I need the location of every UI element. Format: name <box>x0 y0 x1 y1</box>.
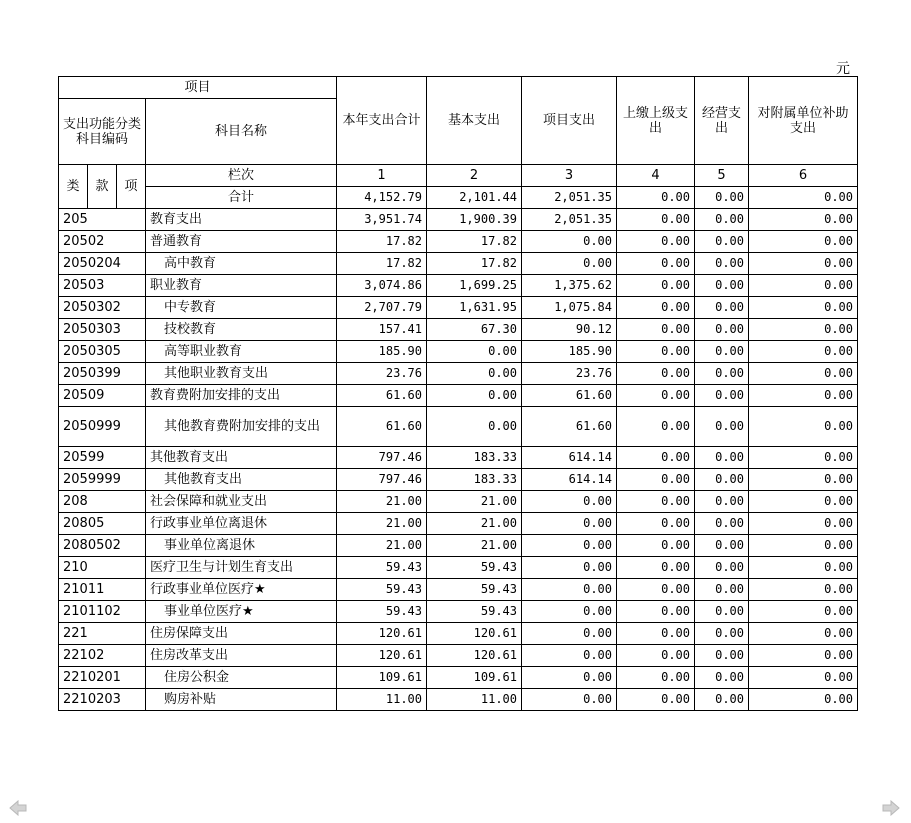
subject-name: 中专教育 <box>146 297 337 319</box>
subject-code: 2050303 <box>59 319 146 341</box>
arrow-right-icon <box>881 800 901 816</box>
subject-name: 其他职业教育支出 <box>146 363 337 385</box>
amount-cell: 0.00 <box>617 491 695 513</box>
amount-cell: 0.00 <box>695 579 749 601</box>
amount-cell: 0.00 <box>749 491 858 513</box>
col-num: 3 <box>522 165 617 187</box>
table-row <box>59 667 858 689</box>
header-basic: 基本支出 <box>427 77 522 165</box>
amount-cell: 0.00 <box>695 667 749 689</box>
subject-name: 职业教育 <box>146 275 337 297</box>
subject-name: 事业单位医疗★ <box>146 601 337 623</box>
amount-cell: 21.00 <box>427 491 522 513</box>
subject-name: 技校教育 <box>146 319 337 341</box>
subject-code: 2210201 <box>59 667 146 689</box>
amount-cell: 0.00 <box>695 253 749 275</box>
subject-name: 行政事业单位医疗★ <box>146 579 337 601</box>
amount-cell: 1,375.62 <box>522 275 617 297</box>
subject-code: 2050399 <box>59 363 146 385</box>
amount-cell: 797.46 <box>337 447 427 469</box>
subject-code: 221 <box>59 623 146 645</box>
amount-cell: 0.00 <box>749 341 858 363</box>
amount-cell: 0.00 <box>749 623 858 645</box>
amount-cell: 0.00 <box>749 231 858 253</box>
amount-cell: 17.82 <box>337 231 427 253</box>
col-num: 2 <box>427 165 522 187</box>
amount-cell: 17.82 <box>427 253 522 275</box>
subject-name: 其他教育支出 <box>146 447 337 469</box>
subject-code: 21011 <box>59 579 146 601</box>
table-row <box>59 253 858 275</box>
amount-cell: 1,631.95 <box>427 297 522 319</box>
subject-name: 教育费附加安排的支出 <box>146 385 337 407</box>
amount-cell: 59.43 <box>337 579 427 601</box>
amount-cell: 0.00 <box>427 341 522 363</box>
amount-cell: 1,699.25 <box>427 275 522 297</box>
amount-cell: 0.00 <box>695 491 749 513</box>
arrow-left-icon <box>8 800 28 816</box>
total-value: 2,051.35 <box>522 187 617 209</box>
amount-cell: 0.00 <box>522 579 617 601</box>
amount-cell: 21.00 <box>337 491 427 513</box>
amount-cell: 17.82 <box>337 253 427 275</box>
amount-cell: 185.90 <box>337 341 427 363</box>
subject-name: 高等职业教育 <box>146 341 337 363</box>
table-row <box>59 363 858 385</box>
amount-cell: 23.76 <box>522 363 617 385</box>
subject-name: 行政事业单位离退休 <box>146 513 337 535</box>
header-lei: 类 <box>59 165 88 209</box>
table-row <box>59 579 858 601</box>
table-row <box>59 209 858 231</box>
total-value: 2,101.44 <box>427 187 522 209</box>
amount-cell: 1,075.84 <box>522 297 617 319</box>
amount-cell: 0.00 <box>522 231 617 253</box>
amount-cell: 0.00 <box>695 557 749 579</box>
amount-cell: 0.00 <box>522 557 617 579</box>
amount-cell: 59.43 <box>427 601 522 623</box>
expenditure-table <box>58 76 858 711</box>
total-value: 0.00 <box>749 187 858 209</box>
amount-cell: 0.00 <box>617 253 695 275</box>
amount-cell: 0.00 <box>749 407 858 447</box>
amount-cell: 59.43 <box>427 557 522 579</box>
amount-cell: 0.00 <box>749 319 858 341</box>
amount-cell: 61.60 <box>337 407 427 447</box>
amount-cell: 11.00 <box>337 689 427 711</box>
table-row <box>59 513 858 535</box>
amount-cell: 0.00 <box>695 623 749 645</box>
amount-cell: 0.00 <box>695 209 749 231</box>
amount-cell: 0.00 <box>749 535 858 557</box>
amount-cell: 0.00 <box>749 513 858 535</box>
amount-cell: 0.00 <box>617 231 695 253</box>
amount-cell: 0.00 <box>617 209 695 231</box>
header-func-code: 支出功能分类科目编码 <box>59 99 146 165</box>
amount-cell: 0.00 <box>749 645 858 667</box>
amount-cell: 0.00 <box>617 645 695 667</box>
amount-cell: 3,074.86 <box>337 275 427 297</box>
subject-name: 事业单位离退休 <box>146 535 337 557</box>
subject-code: 20805 <box>59 513 146 535</box>
amount-cell: 0.00 <box>749 667 858 689</box>
amount-cell: 614.14 <box>522 469 617 491</box>
total-label: 合计 <box>146 187 337 209</box>
amount-cell: 120.61 <box>337 623 427 645</box>
amount-cell: 0.00 <box>695 407 749 447</box>
amount-cell: 0.00 <box>617 513 695 535</box>
amount-cell: 2,707.79 <box>337 297 427 319</box>
header-total: 本年支出合计 <box>337 77 427 165</box>
amount-cell: 0.00 <box>749 469 858 491</box>
subject-code: 2210203 <box>59 689 146 711</box>
table-row <box>59 297 858 319</box>
subject-name: 其他教育费附加安排的支出 <box>146 407 337 447</box>
amount-cell: 0.00 <box>617 363 695 385</box>
total-value: 0.00 <box>617 187 695 209</box>
amount-cell: 0.00 <box>749 209 858 231</box>
table-row <box>59 491 858 513</box>
amount-cell: 21.00 <box>427 513 522 535</box>
amount-cell: 2,051.35 <box>522 209 617 231</box>
amount-cell: 0.00 <box>522 535 617 557</box>
prev-page-button[interactable] <box>8 800 28 816</box>
subject-code: 205 <box>59 209 146 231</box>
amount-cell: 120.61 <box>427 623 522 645</box>
amount-cell: 614.14 <box>522 447 617 469</box>
amount-cell: 797.46 <box>337 469 427 491</box>
amount-cell: 0.00 <box>617 601 695 623</box>
amount-cell: 183.33 <box>427 469 522 491</box>
amount-cell: 185.90 <box>522 341 617 363</box>
amount-cell: 0.00 <box>749 297 858 319</box>
amount-cell: 0.00 <box>695 447 749 469</box>
amount-cell: 59.43 <box>337 557 427 579</box>
table-row <box>59 341 858 363</box>
table-row <box>59 557 858 579</box>
amount-cell: 3,951.74 <box>337 209 427 231</box>
amount-cell: 0.00 <box>427 385 522 407</box>
subject-name: 住房改革支出 <box>146 645 337 667</box>
amount-cell: 90.12 <box>522 319 617 341</box>
amount-cell: 0.00 <box>749 601 858 623</box>
subject-code: 2050305 <box>59 341 146 363</box>
amount-cell: 0.00 <box>522 513 617 535</box>
amount-cell: 0.00 <box>695 385 749 407</box>
table-row <box>59 385 858 407</box>
amount-cell: 0.00 <box>695 297 749 319</box>
table-row <box>59 469 858 491</box>
amount-cell: 21.00 <box>337 513 427 535</box>
subject-name: 其他教育支出 <box>146 469 337 491</box>
table-row <box>59 275 858 297</box>
subject-code: 2050302 <box>59 297 146 319</box>
subject-code: 20599 <box>59 447 146 469</box>
amount-cell: 157.41 <box>337 319 427 341</box>
header-subsidy: 对附属单位补助支出 <box>749 77 858 165</box>
amount-cell: 0.00 <box>427 407 522 447</box>
header-xiang: 项 <box>117 165 146 209</box>
amount-cell: 0.00 <box>617 447 695 469</box>
total-value: 0.00 <box>695 187 749 209</box>
amount-cell: 0.00 <box>522 623 617 645</box>
amount-cell: 0.00 <box>695 363 749 385</box>
amount-cell: 0.00 <box>695 601 749 623</box>
table-row <box>59 689 858 711</box>
subject-name: 医疗卫生与计划生育支出 <box>146 557 337 579</box>
amount-cell: 0.00 <box>695 645 749 667</box>
amount-cell: 0.00 <box>617 535 695 557</box>
amount-cell: 11.00 <box>427 689 522 711</box>
header-project: 项目 <box>59 77 337 99</box>
header-kuan: 款 <box>88 165 117 209</box>
next-page-button[interactable] <box>881 800 901 816</box>
amount-cell: 109.61 <box>427 667 522 689</box>
amount-cell: 17.82 <box>427 231 522 253</box>
subject-code: 208 <box>59 491 146 513</box>
subject-name: 普通教育 <box>146 231 337 253</box>
amount-cell: 61.60 <box>337 385 427 407</box>
amount-cell: 67.30 <box>427 319 522 341</box>
col-num: 1 <box>337 165 427 187</box>
amount-cell: 0.00 <box>617 319 695 341</box>
amount-cell: 0.00 <box>749 579 858 601</box>
col-num: 5 <box>695 165 749 187</box>
amount-cell: 0.00 <box>522 601 617 623</box>
header-remit: 上缴上级支出 <box>617 77 695 165</box>
subject-name: 教育支出 <box>146 209 337 231</box>
subject-code: 22102 <box>59 645 146 667</box>
amount-cell: 1,900.39 <box>427 209 522 231</box>
header-operating: 经营支出 <box>695 77 749 165</box>
amount-cell: 0.00 <box>617 579 695 601</box>
amount-cell: 183.33 <box>427 447 522 469</box>
amount-cell: 0.00 <box>695 319 749 341</box>
amount-cell: 61.60 <box>522 407 617 447</box>
header-col-seq: 栏次 <box>146 165 337 187</box>
col-num: 6 <box>749 165 858 187</box>
amount-cell: 0.00 <box>695 689 749 711</box>
subject-name: 住房公积金 <box>146 667 337 689</box>
subject-code: 20509 <box>59 385 146 407</box>
amount-cell: 23.76 <box>337 363 427 385</box>
amount-cell: 0.00 <box>749 253 858 275</box>
amount-cell: 0.00 <box>617 623 695 645</box>
subject-name: 高中教育 <box>146 253 337 275</box>
amount-cell: 0.00 <box>749 689 858 711</box>
amount-cell: 0.00 <box>522 491 617 513</box>
header-subject-name: 科目名称 <box>146 99 337 165</box>
table-row <box>59 623 858 645</box>
table-row <box>59 645 858 667</box>
table-row <box>59 231 858 253</box>
amount-cell: 0.00 <box>695 513 749 535</box>
amount-cell: 0.00 <box>617 557 695 579</box>
amount-cell: 0.00 <box>749 385 858 407</box>
table-row <box>59 407 858 447</box>
amount-cell: 59.43 <box>337 601 427 623</box>
table-row <box>59 319 858 341</box>
amount-cell: 0.00 <box>617 385 695 407</box>
subject-code: 2050999 <box>59 407 146 447</box>
amount-cell: 109.61 <box>337 667 427 689</box>
amount-cell: 0.00 <box>749 275 858 297</box>
amount-cell: 0.00 <box>695 535 749 557</box>
amount-cell: 0.00 <box>617 297 695 319</box>
subject-code: 2080502 <box>59 535 146 557</box>
amount-cell: 0.00 <box>617 469 695 491</box>
subject-name: 购房补贴 <box>146 689 337 711</box>
subject-code: 20503 <box>59 275 146 297</box>
amount-cell: 0.00 <box>749 363 858 385</box>
amount-cell: 59.43 <box>427 579 522 601</box>
subject-code: 2059999 <box>59 469 146 491</box>
amount-cell: 0.00 <box>522 253 617 275</box>
subject-code: 2050204 <box>59 253 146 275</box>
total-row <box>59 187 858 209</box>
subject-code: 210 <box>59 557 146 579</box>
amount-cell: 0.00 <box>695 231 749 253</box>
amount-cell: 0.00 <box>695 275 749 297</box>
amount-cell: 0.00 <box>617 407 695 447</box>
col-num: 4 <box>617 165 695 187</box>
amount-cell: 61.60 <box>522 385 617 407</box>
amount-cell: 0.00 <box>617 275 695 297</box>
table-row <box>59 601 858 623</box>
subject-code: 20502 <box>59 231 146 253</box>
amount-cell: 120.61 <box>427 645 522 667</box>
table-row <box>59 447 858 469</box>
amount-cell: 0.00 <box>695 341 749 363</box>
amount-cell: 0.00 <box>522 689 617 711</box>
amount-cell: 0.00 <box>427 363 522 385</box>
unit-label: 元 <box>836 61 850 77</box>
subject-name: 社会保障和就业支出 <box>146 491 337 513</box>
table-row <box>59 535 858 557</box>
amount-cell: 21.00 <box>427 535 522 557</box>
amount-cell: 120.61 <box>337 645 427 667</box>
header-project-expenditure: 项目支出 <box>522 77 617 165</box>
amount-cell: 0.00 <box>617 341 695 363</box>
amount-cell: 0.00 <box>617 689 695 711</box>
total-value: 4,152.79 <box>337 187 427 209</box>
amount-cell: 0.00 <box>695 469 749 491</box>
amount-cell: 0.00 <box>617 667 695 689</box>
subject-name: 住房保障支出 <box>146 623 337 645</box>
amount-cell: 0.00 <box>522 645 617 667</box>
amount-cell: 21.00 <box>337 535 427 557</box>
amount-cell: 0.00 <box>749 557 858 579</box>
subject-code: 2101102 <box>59 601 146 623</box>
amount-cell: 0.00 <box>749 447 858 469</box>
amount-cell: 0.00 <box>522 667 617 689</box>
